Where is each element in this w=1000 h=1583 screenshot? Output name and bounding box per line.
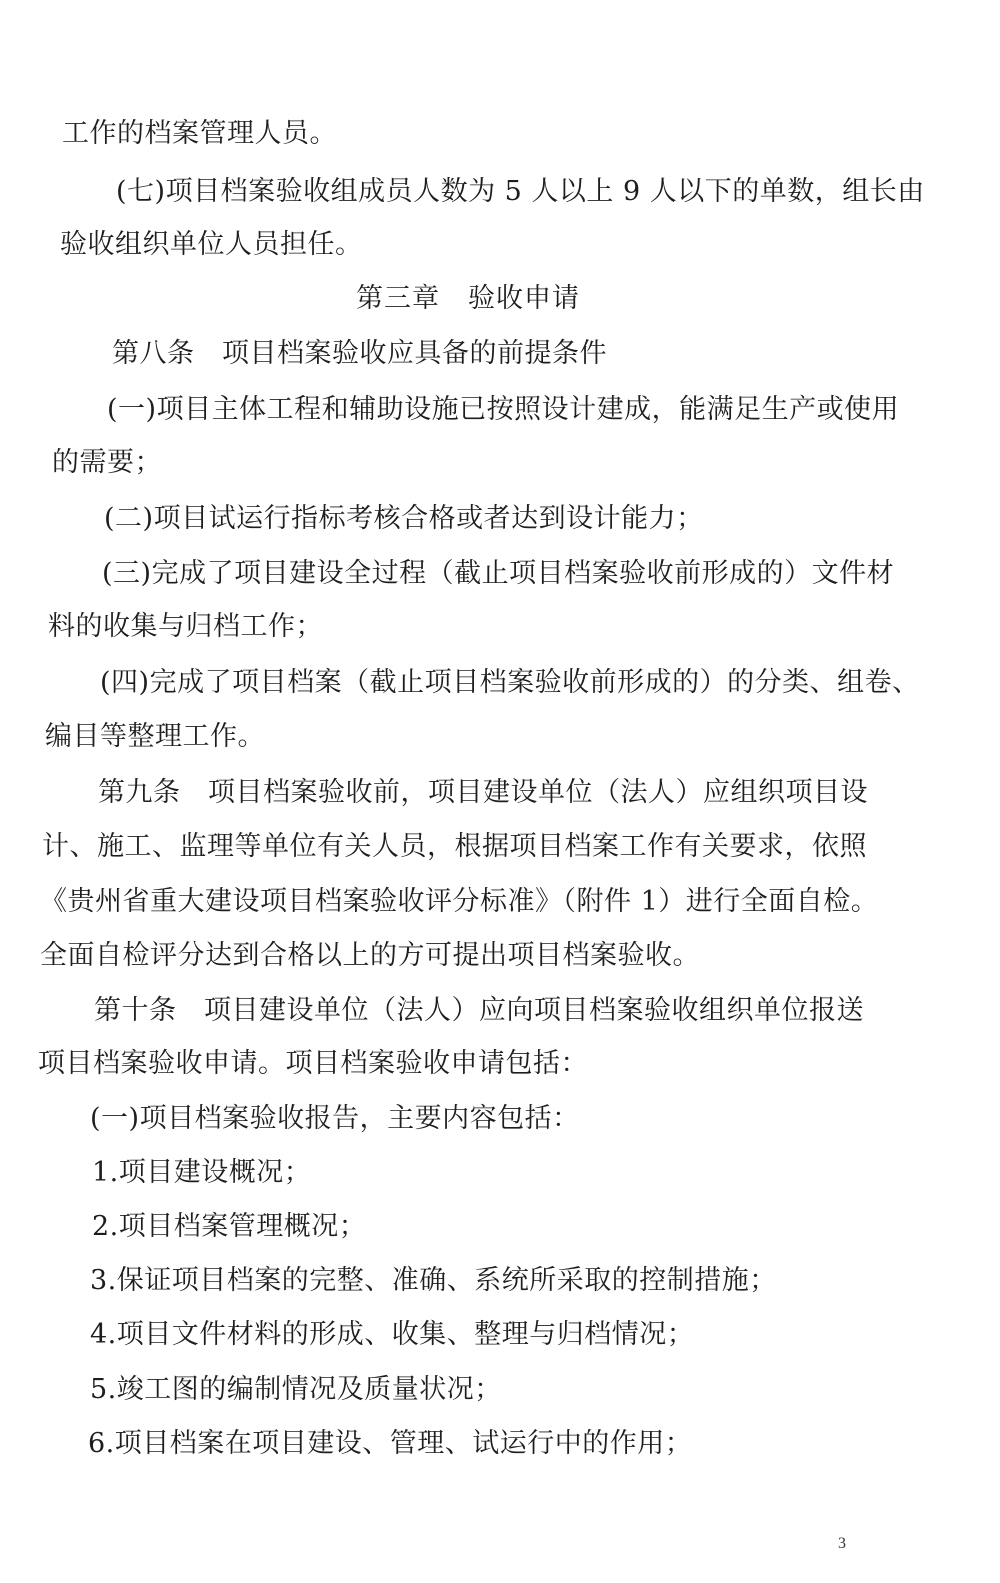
article-heading: 第八条 项目档案验收应具备的前提条件: [112, 338, 607, 369]
text-line: 第九条 项目档案验收前，项目建设单位（法人）应组织项目设: [98, 777, 868, 808]
text-line: (二)项目试运行指标考核合格或者达到设计能力；: [104, 503, 704, 534]
page-number: 3: [838, 1535, 846, 1552]
text-line: 编目等整理工作。: [45, 721, 265, 752]
text-line: 《贵州省重大建设项目档案验收评分标准》（附件 1）进行全面自检。: [40, 886, 879, 917]
text-line: 项目档案验收申请。项目档案验收申请包括：: [38, 1048, 588, 1079]
text-line: 全面自检评分达到合格以上的方可提出项目档案验收。: [40, 940, 700, 971]
chapter-heading: 第三章 验收申请: [356, 283, 580, 314]
list-item: 5.竣工图的编制情况及质量状况；: [90, 1374, 502, 1405]
text-line: 的需要；: [52, 447, 162, 478]
list-item: 1.项目建设概况；: [92, 1157, 312, 1188]
list-item: 4.项目文件材料的形成、收集、整理与归档情况；: [90, 1319, 695, 1350]
list-item: 2.项目档案管理概况；: [92, 1211, 367, 1242]
text-line: 工作的档案管理人员。: [62, 118, 337, 149]
text-line: 第十条 项目建设单位（法人）应向项目档案验收组织单位报送: [94, 995, 864, 1026]
text-line: 计、施工、监理等单位有关人员，根据项目档案工作有关要求，依照: [42, 831, 867, 862]
text-line: (一)项目档案验收报告，主要内容包括：: [90, 1103, 580, 1134]
text-line: (七)项目档案验收组成员人数为 5 人以上 9 人以下的单数，组长由: [116, 176, 925, 207]
text-line: (三)完成了项目建设全过程（截止项目档案验收前形成的）文件材: [102, 558, 895, 589]
list-item: 3.保证项目档案的完整、准确、系统所采取的控制措施；: [90, 1265, 777, 1296]
text-line: (四)完成了项目档案（截止项目档案验收前形成的）的分类、组卷、: [100, 667, 920, 698]
text-line: 料的收集与归档工作；: [48, 611, 323, 642]
text-line: 验收组织单位人员担任。: [60, 229, 363, 260]
list-item: 6.项目档案在项目建设、管理、试运行中的作用；: [88, 1428, 693, 1459]
text-line: (一)项目主体工程和辅助设施已按照设计建成，能满足生产或使用: [107, 394, 900, 425]
